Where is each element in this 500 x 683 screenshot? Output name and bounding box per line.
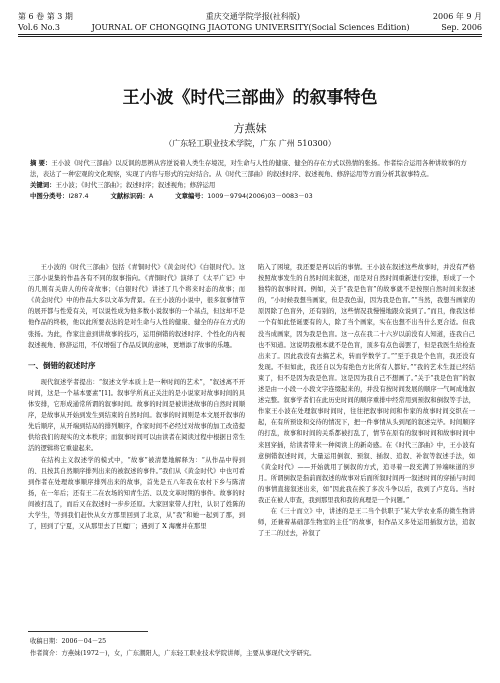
article-number-value: 1009－9794(2006)03－0083－03 <box>207 192 313 200</box>
clc-number <box>30 191 89 202</box>
abstract-text: 王小波《时代三部曲》以反讽的思辨从容逆说着人类生存境况，对生命与人性的健康、健全的存在方式以热情的张扬。作者综合运用各种讲故事的方法，表达了一种宏观的文化观察，实现了内容与形式的完好结合。从《时代三部曲》的叙述时序、叙述视角、修辞运用等方面分析其叙事特点。 <box>30 159 467 178</box>
keywords <box>30 180 470 191</box>
classification-row <box>30 191 470 202</box>
header-rule-thin <box>18 36 482 37</box>
article-author: 方燕妹 <box>233 122 267 135</box>
section-heading: 一、倒错的叙述时序 <box>28 360 96 370</box>
date-en: Sep. 2006 <box>441 23 482 32</box>
body-paragraph: 现代叙述学者提出：“叙述文学本质上是一种时间的艺术”，“叙述离不开时间，这是一个基本要素”[1]。叙事学所真正关注的是小说家对故事时间的具体安排，它形成通常所谓的叙事时间。故事的时间是被讲述故事的自然时间顺序，是故事从开始到发生到结束的自然时间。叙事的时间则是本文展开叙事的先后顺序，从开端到结局的排列顺序，作家时间不必经过对故事的加工改造提供给我们的现实的文本秩序；而叙事时间可以由读者在阅读过程中根据日常生活的逻辑将它重建起来。 <box>28 378 245 453</box>
body-paragraph: 陷入了困境，我还要是再以后的事情。王小波在叙述这些故事时，并没有严格按照故事发生的自然时间来叙述，而是对自然时间重新进行安排，形成了一个独特的叙事时间。例如，关于“我是色盲”的故事就不是按照自然时间来叙述的，“小时候我想当画家，但是我色弱，因为我是色盲。”“当然，我想当画家的原因除了色盲外，还有别的，这些情况我慢慢地跟众说到了。”而且，像我这样一个有如此怪诞要有的人，除了当个画家，实在也想不出当什么更合适。但我没当成画家，因为我是色盲。这一点在我二十六岁以前没有人知道，连我自己也不知道。这说明我根本就不是色盲，顶多有点色弱罢了，但是我医生给检查出来了。因此我没有去搞艺术，转而学数学了。”“至于我是个色盲，我还没有发现。不但如此，我还自以为有绝色方比所有人都好。”“我的艺术生涯已经结束了，但不是因为我是色盲。这是因为我自己不想画了。”关于“我是色盲”的叙述是由一小段一小段文字连缀起来的，并没有按时间发展的顺序一气呵成地叙述完整。叙事学者们在此历史时间的顺序重排中经常用到预叙和倒叙等手法，作家王小波在处理叙事时间时，往往把叙事时间和作家的故事时间交织在一起，在有所预设和交待的情况下，把一件事情从头到尾的叙述完毕。时间顺序的打乱，故事和时间的关系都被打乱了，情节在原有的叙事时间和故事时间中来回穿插，给读者带来一种阅读上的新奇感。在《时代三部曲》中，王小波有意倒错叙述时间，大量运用倒叙、预叙、插叙、追叙、补叙等叙述手法，如《黄金时代》——开始就用了倒叙的方式，追寻着一段充满了异端味道的岁月。所谓倒叙是指前面叙述的故事对后面所叙时间再一叙述时间的穿插与时间的事情直接叙述出来，如“因此我在挨了多次斗争以后，我到了卢克岛。当时我正在被人审查，我到那里我和我的真理是一个问题。” <box>258 264 475 504</box>
document-code-value: A <box>148 192 154 200</box>
article-title: 王小波《时代三部曲》的叙事特色 <box>122 88 378 108</box>
volume-issue-cn: 第 6 卷 第 3 期 <box>18 12 73 21</box>
abstract-block <box>30 158 470 202</box>
date-cn: 2006 年 9 月 <box>432 12 482 21</box>
abstract <box>30 158 470 180</box>
journal-header-line2 <box>18 23 482 33</box>
footnote-received <box>30 637 470 646</box>
clc-value: I287.4 <box>68 192 89 200</box>
journal-name-cn: 重庆交通学院学报(社科版) <box>205 12 301 21</box>
received-date: 2006－04－25 <box>61 638 107 645</box>
article-number-label: 文章编号： <box>175 192 208 200</box>
volume-issue-en: Vol.6 No.3 <box>18 23 60 32</box>
author-info: 方燕妹(1972－)，女，广东潮阳人，广东轻工职业技术学院讲师，主要从事现代文学研究。 <box>61 650 316 657</box>
body-paragraph: 在结构主义叙述学的模式中，“故事”被清楚地解释为：“从作品中得到的、且按其自然顺序排列出来的被叙述的事件。”我们从《黄金时代》中也可看到作者在处理故事顺序排列出来的故事，首先是五八年我在农村下乡与陈清扬，在一年后；还有王二在农场的知青生活、以及文革时期的事件。故事的时间被打乱了，而后又在叙述时一步步还原。大家回家带人打牡，认识了姓陈的大学生，等到我们赶快从女方那里回到了北京，从“我”和她一起到了那，到了，回到了宁夏，又从那里去了巨魔厂；遇到了 X 海鹰并在那里 <box>28 456 245 531</box>
abstract-label: 摘 要： <box>30 159 52 167</box>
footnote-author <box>30 649 470 658</box>
footnote-rule <box>28 631 148 632</box>
author-info-label: 作者简介： <box>30 650 62 657</box>
keywords-label: 关键词： <box>30 181 56 189</box>
journal-name-en: JOURNAL OF CHONGQING JIAOTONG UNIVERSITY(Social Sciences Edition) <box>91 23 410 32</box>
clc-label: 中图分类号： <box>30 192 69 200</box>
author-affiliation: （广东轻工职业技术学院，广东 广州 510300） <box>164 139 336 148</box>
body-column-left <box>28 262 245 532</box>
intro-paragraph: 王小波的《时代三部曲》包括《青铜时代》《黄金时代》《白银时代》。这三部小说集的作品各有不同的叙事指向。《青铜时代》演绎了《太平广记》中的几则有关唐人的传奇故事；《白银时代》讲述了几个将来时态的故事；而《黄金时代》中的作品大多以文革为背景。在王小波的小说中，很多叙事情节的展开都与性爱有关，可以说性成为他多数小说叙事的一个基点，但这却不是他作品的终极，他以此所要表达的是对生命与人性的健康、健全的存在方式的张扬。为此，作家注意到讲故事的技巧，运用倒错的叙述时序、个性化的内视叙述视角、修辞运用，不仅增强了作品反讽的意味，更增添了故事的乐趣。 <box>28 264 245 349</box>
document-code-label: 文献标识码： <box>110 192 149 200</box>
body-column-right <box>258 262 475 539</box>
keywords-text: 王小波；《时代三部曲》；叙述时序；叙述视角；修辞运用 <box>55 181 216 189</box>
body-paragraph: 在《三十而立》中，讲述的是王二当个供职于“某大学农业系的微生物讲师，还兼着基础部生物室的主任”的故事，但作品又多处运用插叙方法，追叙了王二的过去，补叙了 <box>258 508 475 538</box>
article-number <box>175 191 312 202</box>
received-label: 收稿日期： <box>30 638 62 645</box>
journal-header-line1 <box>18 12 482 22</box>
header-rule-thick <box>18 34 482 35</box>
document-code <box>111 191 154 202</box>
